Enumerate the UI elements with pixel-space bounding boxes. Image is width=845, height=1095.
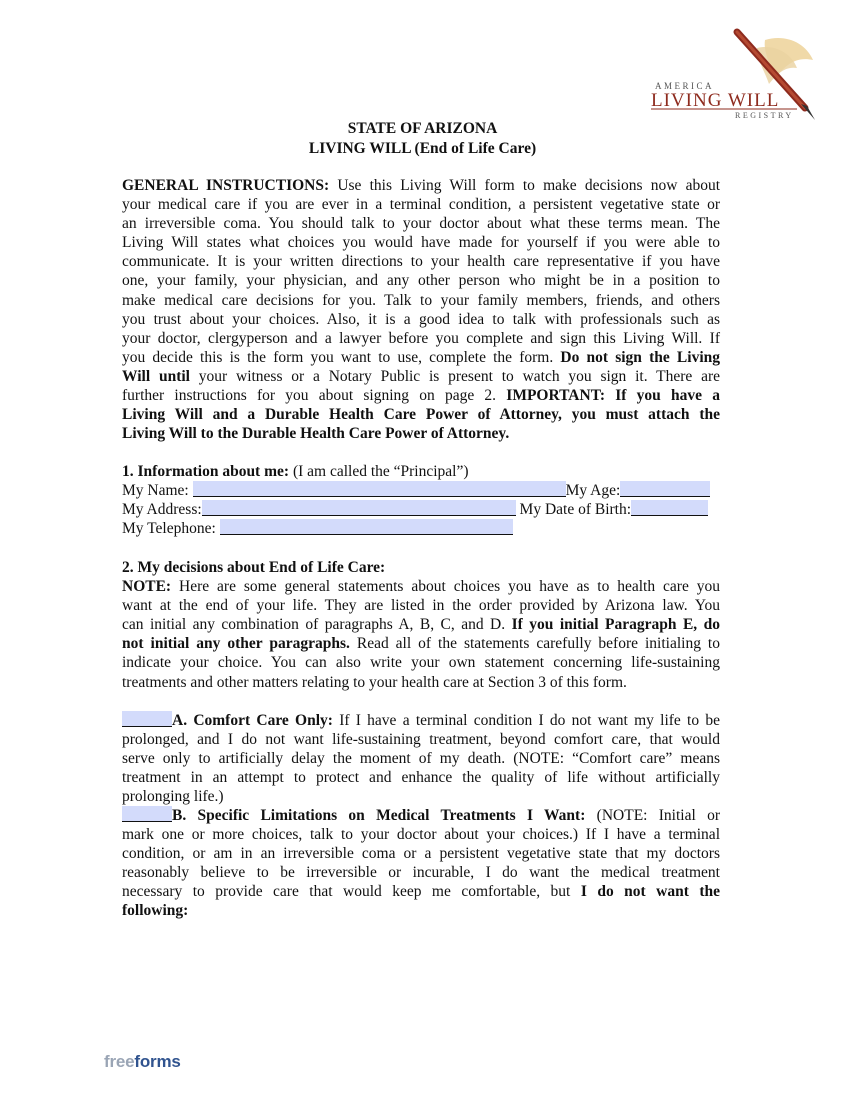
state-title: STATE OF ARIZONA — [347, 120, 498, 137]
text-line: Will until your witness or a Notary Public is present to watch you sign it. There are — [122, 367, 720, 385]
section-decisions — [122, 558, 720, 692]
age-field[interactable] — [620, 481, 710, 497]
text-line: an irreversible coma. You should talk to your doctor about what these terms mean. The — [122, 215, 720, 233]
text-line: treatments and other matters relating to your health care at Section 3 of this form. — [122, 673, 627, 691]
svg-text:REGISTRY: REGISTRY — [735, 111, 794, 120]
quill-pen-icon — [645, 26, 820, 126]
text-line: you decide this is the form you want to use, complete the form. Do not sign the Living — [122, 348, 720, 366]
text-line: make medical care decisions for you. Talk to your family members, friends, and others — [122, 291, 720, 309]
phone-label: My Telephone: — [122, 520, 220, 538]
option-b — [122, 806, 720, 921]
age-label: My Age: — [565, 482, 621, 500]
text-line: GENERAL INSTRUCTIONS: Use this Living Will form to make decisions now about — [122, 177, 721, 194]
svg-text:AMERICA: AMERICA — [655, 81, 715, 91]
text-line: mark one or more choices, talk to your doctor about your choices.) If I have a terminal — [122, 826, 720, 844]
text-line: one, your family, your physician, and any other person who might be in a position to — [122, 272, 720, 290]
initial-field-b[interactable] — [122, 806, 172, 822]
text-line: B. Specific Limitations on Medical Treatments I Want: (NOTE: Initial or — [122, 806, 720, 825]
text-line: prolonging life.) — [122, 788, 224, 806]
text-line: Living Will and a Durable Health Care Power of Attorney, you must attach the — [122, 406, 720, 424]
text-line: communicate. It is your written directions to your health care representative if you have — [122, 253, 720, 271]
address-dob-row — [122, 500, 720, 519]
section-heading: 1. Information about me: (I am called the “Principal”) — [122, 463, 469, 480]
text-line: not initial any other paragraphs. Read all of the statements carefully before initialing to — [122, 635, 720, 653]
text-line: NOTE: Here are some general statements about choices you have as to health care you — [122, 578, 720, 596]
initial-field-a[interactable] — [122, 711, 172, 727]
address-label: My Address: — [122, 501, 202, 519]
text-line: necessary to provide care that would keep me comfortable, but I do not want the — [122, 883, 720, 901]
general-instructions — [122, 176, 720, 443]
text-line: treatment in an attempt to protect and enhance the quality of life without artificially — [122, 769, 720, 787]
text-line: you trust about your choices. Also, it is a good idea to talk with professionals such as — [122, 310, 720, 328]
text-line: further instructions for you about signing on page 2. IMPORTANT: If you have a — [122, 387, 720, 405]
text-line: A. Comfort Care Only: If I have a terminal condition I do not want my life to be — [122, 711, 720, 730]
option-a — [122, 711, 720, 806]
freeforms-logo: freeforms — [104, 1052, 181, 1071]
text-line: following: — [122, 902, 189, 920]
text-line: indicate your choice. You can also write your own statement concerning life-sustaining — [122, 654, 720, 672]
text-line: serve only to artificially delay the moment of my death. (NOTE: “Comfort care” means — [122, 750, 720, 768]
section-heading: 2. My decisions about End of Life Care: — [122, 559, 386, 576]
phone-row — [122, 519, 720, 538]
phone-field[interactable] — [220, 519, 513, 535]
section-information — [122, 462, 720, 538]
text-line: want at the end of your life. They are listed in the order provided by Arizona law. You — [122, 597, 720, 615]
text-line: prolonged, and I do not want life-sustaining treatment, beyond comfort care, that would — [122, 731, 720, 749]
dob-label: My Date of Birth: — [515, 501, 632, 519]
name-field[interactable] — [193, 481, 566, 497]
text-line: your doctor, clergyperson and a lawyer before you complete and sign this Living Will. If — [122, 329, 720, 347]
text-line: can initial any combination of paragraphs A, B, C, and D. If you initial Paragraph E, do — [122, 616, 721, 634]
svg-text:LIVING WILL: LIVING WILL — [651, 90, 780, 111]
text-line: reasonably believe to be irreversible or incurable, I do want the medical treatment — [122, 864, 720, 882]
text-line: condition, or am in an irreversible coma or a persistent vegetative state that my doctors — [122, 845, 720, 863]
address-field[interactable] — [202, 500, 516, 516]
document-title: LIVING WILL (End of Life Care) — [308, 140, 537, 157]
text-line: your medical care if you are ever in a terminal condition, a persistent vegetative state or — [122, 196, 720, 214]
text-line: Living Will to the Durable Health Care Power of Attorney. — [122, 425, 510, 443]
text-line: Living Will states what choices you would have made for yourself if you were able to — [122, 234, 720, 252]
america-living-will-registry-logo — [645, 26, 820, 126]
dob-field[interactable] — [631, 500, 708, 516]
name-age-row — [122, 481, 720, 500]
name-label: My Name: — [122, 482, 193, 500]
